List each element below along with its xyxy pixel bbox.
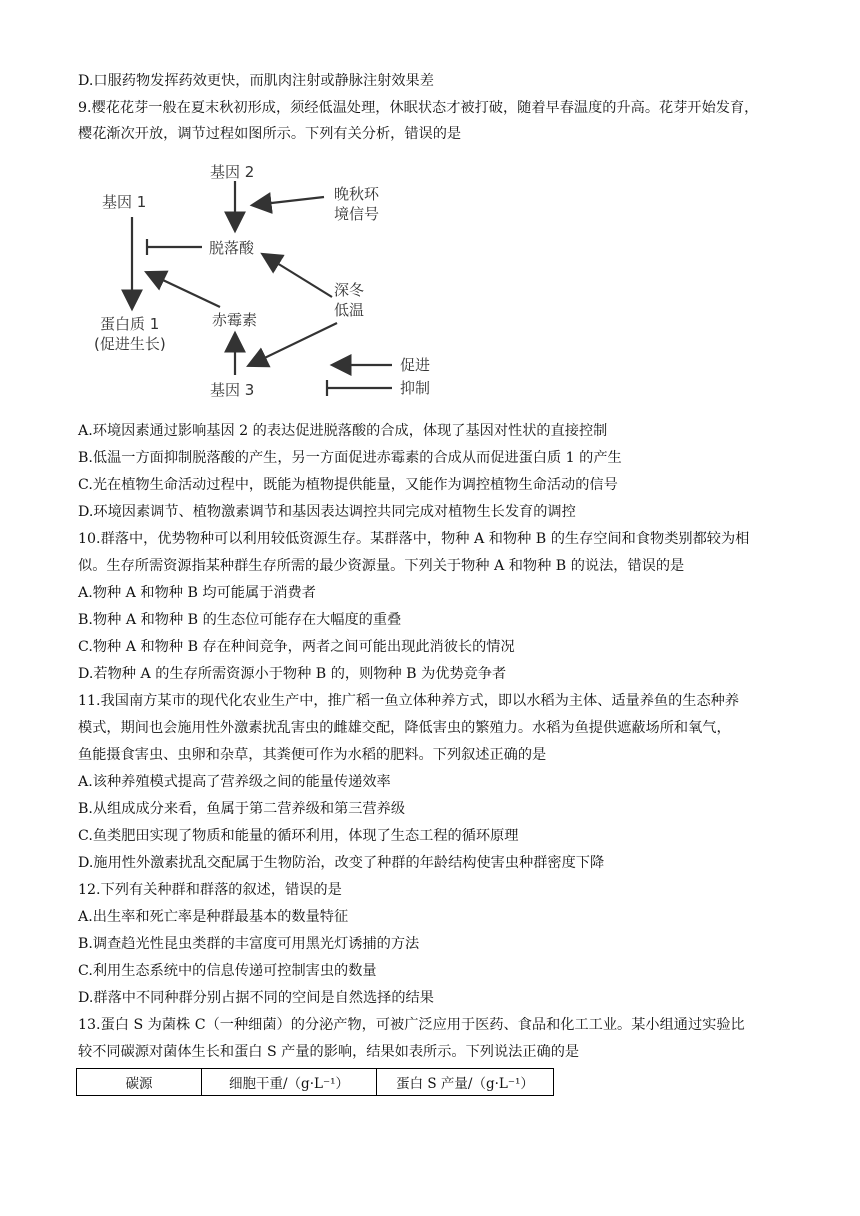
gene3-label: 基因 3 (210, 381, 255, 399)
text-line-q8d: D.口服药物发挥药效更快，而肌肉注射或静脉注射效果差 (78, 73, 434, 89)
text-line-q9D: D.环境因素调节、植物激素调节和基因表达调控共同完成对植物生长发育的调控 (78, 504, 576, 520)
regulation-diagram (92, 155, 452, 405)
text-line-q13b: 较不同碳源对菌体生长和蛋白 S 产量的影响，结果如表所示。下列说法正确的是 (78, 1044, 580, 1060)
header-dry-weight: 细胞干重/（g·L⁻¹） (202, 1069, 377, 1096)
text-line-q11c: 鱼能摄食害虫、虫卵和杂草，其粪便可作为水稻的肥料。下列叙述正确的是 (78, 747, 547, 763)
text-line-q11a: 11.我国南方某市的现代化农业生产中，推广稻一鱼立体种养方式，即以水稻为主体、适量养鱼的生态种养 (78, 693, 740, 709)
text-line-q11C: C.鱼类肥田实现了物质和能量的循环利用，体现了生态工程的循环原理 (78, 828, 519, 844)
text-line-q11B: B.从组成成分来看，鱼属于第二营养级和第三营养级 (78, 801, 406, 817)
text-line-q12C: C.利用生态系统中的信息传递可控制害虫的数量 (78, 963, 377, 979)
carbon-source-table (76, 1068, 554, 1096)
text-line-q13a: 13.蛋白 S 为菌株 C（一种细菌）的分泌产物，可被广泛应用于医药、食品和化工工业。某小组通过实验比 (78, 1017, 745, 1033)
protein1-line1: 蛋白质 1 (100, 315, 160, 333)
text-line-q10b: 似。生存所需资源指某种群生存所需的最少资源量。下列关于物种 A 和物种 B 的说法，错误的是 (78, 558, 685, 574)
gene1-label: 基因 1 (102, 193, 147, 211)
text-line-q11D: D.施用性外激素扰乱交配属于生物防治，改变了种群的年龄结构使害虫种群密度下降 (78, 855, 605, 871)
header-protein-s-yield: 蛋白 S 产量/（g·L⁻¹） (377, 1069, 554, 1096)
legend-promote: 促进 (400, 356, 431, 374)
text-line-q9b: 樱花渐次开放，调节过程如图所示。下列有关分析，错误的是 (78, 126, 462, 142)
protein1-line2: (促进生长) (94, 335, 166, 353)
arrow-cold-aba (264, 255, 332, 297)
text-line-q9A: A.环境因素通过影响基因 2 的表达促进脱落酸的合成，体现了基因对性状的直接控制 (78, 423, 608, 439)
env-signal-line1: 晚秋环 (334, 185, 380, 203)
text-line-q10C: C.物种 A 和物种 B 存在种间竞争，两者之间可能出现此消彼长的情况 (78, 639, 515, 655)
text-line-q12D: D.群落中不同种群分别占据不同的空间是自然选择的结果 (78, 990, 434, 1006)
arrow-cold-ga (250, 323, 337, 365)
table-header-row (77, 1069, 554, 1096)
legend-inhibit: 抑制 (400, 379, 431, 397)
env-signal-line2: 境信号 (334, 205, 380, 223)
text-line-q10B: B.物种 A 和物种 B 的生态位可能存在大幅度的重叠 (78, 612, 402, 628)
text-line-q10A: A.物种 A 和物种 B 均可能属于消费者 (78, 585, 316, 601)
cold-line1: 深冬 (334, 281, 365, 299)
text-line-q10D: D.若物种 A 的生存所需资源小于物种 B 的，则物种 B 为优势竞争者 (78, 666, 507, 682)
arrow-env-gene2 (254, 197, 324, 205)
text-line-q12B: B.调查趋光性昆虫类群的丰富度可用黑光灯诱捕的方法 (78, 936, 420, 952)
cold-line2: 低温 (334, 301, 365, 319)
text-line-q9a: 9.樱花花芽一般在夏末秋初形成，须经低温处理，休眠状态才被打破，随着早春温度的升高。花芽开始发育， (78, 100, 759, 116)
inhibit-ga-aba (148, 273, 220, 307)
header-carbon-source: 碳源 (77, 1069, 202, 1096)
ga-label: 赤霉素 (212, 311, 258, 329)
text-line-q11A: A.该种养殖模式提高了营养级之间的能量传递效率 (78, 774, 391, 790)
text-line-q9B: B.低温一方面抑制脱落酸的产生，另一方面促进赤霉素的合成从而促进蛋白质 1 的产生 (78, 450, 622, 466)
text-line-q11b: 模式，期间也会施用性外激素扰乱害虫的雌雄交配，降低害虫的繁殖力。水稻为鱼提供遮蔽场所和氧气， (78, 720, 731, 736)
aba-label: 脱落酸 (209, 239, 255, 257)
text-line-q12: 12.下列有关种群和群落的叙述，错误的是 (78, 882, 342, 898)
text-line-q12A: A.出生率和死亡率是种群最基本的数量特征 (78, 909, 349, 925)
gene2-label: 基因 2 (210, 163, 255, 181)
text-line-q9C: C.光在植物生命活动过程中，既能为植物提供能量，又能作为调控植物生命活动的信号 (78, 477, 618, 493)
text-line-q10a: 10.群落中，优势物种可以利用较低资源生存。某群落中，物种 A 和物种 B 的生存空间和食物类别都较为相 (78, 531, 750, 547)
